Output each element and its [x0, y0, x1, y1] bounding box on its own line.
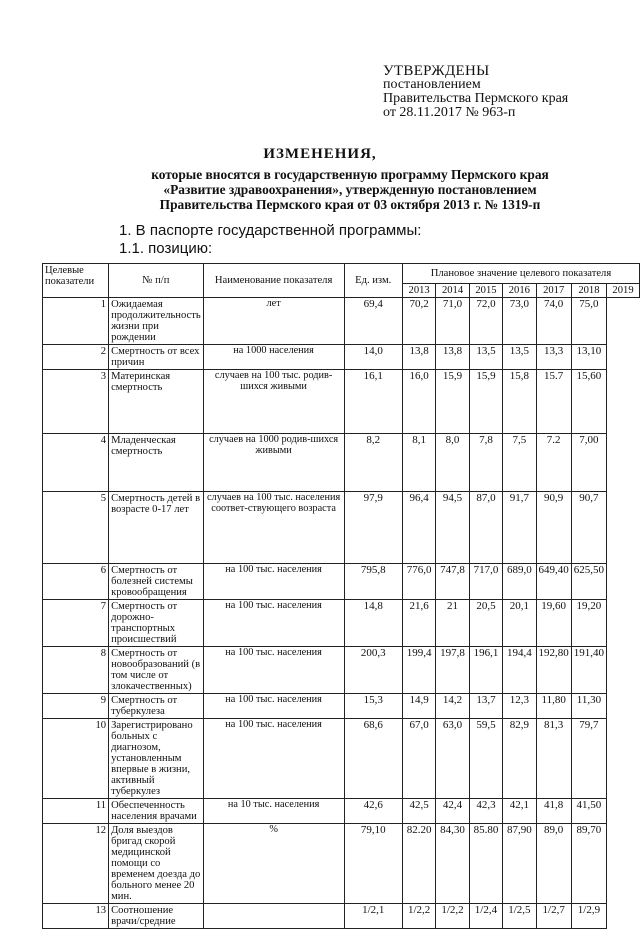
row-number: 13 [43, 904, 109, 929]
row-number: 10 [43, 719, 109, 799]
row-number: 4 [43, 434, 109, 492]
indicator-unit: % [203, 824, 344, 904]
target-indicators-header: Целевые показатели [43, 264, 109, 298]
approval-line-4: от 28.11.2017 № 963-п [383, 105, 516, 120]
indicator-unit: на 100 тыс. населения [203, 694, 344, 719]
plan-value: 20,1 [503, 600, 536, 647]
plan-value: 15,9 [469, 370, 502, 434]
plan-value: 625,50 [571, 564, 606, 600]
indicator-name: Ожидаемая продолжительность жизни при рождении [109, 298, 204, 345]
table-row [43, 370, 640, 434]
plan-value: 13,5 [503, 345, 536, 370]
plan-value: 21,6 [402, 600, 435, 647]
plan-value: 1/2,9 [571, 904, 606, 929]
row-number: 3 [43, 370, 109, 434]
plan-value: 94,5 [436, 492, 469, 564]
unit-header: Ед. изм. [344, 264, 402, 298]
plan-value: 717,0 [469, 564, 502, 600]
table-row [43, 600, 640, 647]
plan-value: 1/2,5 [503, 904, 536, 929]
plan-value: 42,1 [503, 799, 536, 824]
plan-value: 41,8 [536, 799, 571, 824]
plan-value: 21 [436, 600, 469, 647]
plan-value: 59,5 [469, 719, 502, 799]
table-row [43, 799, 640, 824]
plan-value: 11,80 [536, 694, 571, 719]
plan-value: 7,8 [469, 434, 502, 492]
plan-value-header: Плановое значение целевого показателя [402, 264, 639, 284]
indicator-unit: на 10 тыс. населения [203, 799, 344, 824]
plan-value: 15,8 [503, 370, 536, 434]
section-1-1-heading: 1.1. позицию: [119, 240, 213, 257]
plan-value: 20,5 [469, 600, 502, 647]
plan-value: 15,3 [344, 694, 402, 719]
table-row [43, 647, 640, 694]
indicator-name: Соотношение врачи/средние [109, 904, 204, 929]
plan-value: 15.7 [536, 370, 571, 434]
plan-value: 68,6 [344, 719, 402, 799]
plan-value: 1/2,2 [436, 904, 469, 929]
indicator-unit: случаев на 100 тыс. населения соответ-ствующего возраста [203, 492, 344, 564]
plan-value: 42,3 [469, 799, 502, 824]
row-number: 9 [43, 694, 109, 719]
plan-value: 649,40 [536, 564, 571, 600]
row-number-header: № п/п [109, 264, 204, 298]
plan-value: 91,7 [503, 492, 536, 564]
indicator-unit: лет [203, 298, 344, 345]
plan-value: 41,50 [571, 799, 606, 824]
subtitle-line-3: Правительства Пермского края от 03 октября 2013 г. № 1319-п [159, 197, 541, 212]
row-number: 11 [43, 799, 109, 824]
plan-value: 8,0 [436, 434, 469, 492]
table-row [43, 564, 640, 600]
indicator-unit: на 100 тыс. населения [203, 719, 344, 799]
row-number: 2 [43, 345, 109, 370]
row-number: 1 [43, 298, 109, 345]
plan-value: 42,6 [344, 799, 402, 824]
indicator-name: Обеспеченность населения врачами [109, 799, 204, 824]
table-row [43, 694, 640, 719]
plan-value: 82.20 [402, 824, 435, 904]
row-number: 6 [43, 564, 109, 600]
plan-value: 19,20 [571, 600, 606, 647]
table-row [43, 298, 640, 345]
indicator-unit [203, 904, 344, 929]
plan-value: 13,8 [402, 345, 435, 370]
plan-value: 7.2 [536, 434, 571, 492]
indicator-name-header: Наименование показателя [203, 264, 344, 298]
table-row [43, 719, 640, 799]
indicator-unit: случаев на 100 тыс. родив-шихся живыми [203, 370, 344, 434]
plan-value: 197,8 [436, 647, 469, 694]
indicator-name: Смертность от всех причин [109, 345, 204, 370]
approval-line-3: Правительства Пермского края [383, 91, 569, 106]
plan-value: 79,7 [571, 719, 606, 799]
approval-line-2: постановлением [383, 77, 481, 92]
plan-value: 1/2,1 [344, 904, 402, 929]
indicator-name: Смертность от дорожно-транспортных происшествий [109, 600, 204, 647]
indicator-unit: на 100 тыс. населения [203, 600, 344, 647]
table-row [43, 904, 640, 929]
plan-value: 90,7 [571, 492, 606, 564]
indicator-name: Смертность детей в возрасте 0-17 лет [109, 492, 204, 564]
plan-value: 8,1 [402, 434, 435, 492]
year-header: 2014 [436, 284, 469, 298]
plan-value: 96,4 [402, 492, 435, 564]
plan-value: 42,5 [402, 799, 435, 824]
indicator-unit: случаев на 1000 родив-шихся живыми [203, 434, 344, 492]
table-row [43, 492, 640, 564]
year-header: 2015 [469, 284, 502, 298]
table-row [43, 345, 640, 370]
indicator-name: Материнская смертность [109, 370, 204, 434]
plan-value: 82,9 [503, 719, 536, 799]
indicator-name: Смертность от новообразований (в том числе от злокачественных) [109, 647, 204, 694]
plan-value: 14,9 [402, 694, 435, 719]
plan-value: 13,10 [571, 345, 606, 370]
plan-value: 196,1 [469, 647, 502, 694]
plan-value: 85.80 [469, 824, 502, 904]
indicator-unit: на 100 тыс. населения [203, 564, 344, 600]
year-header: 2019 [607, 284, 640, 298]
year-header: 2018 [571, 284, 606, 298]
plan-value: 69,4 [344, 298, 402, 345]
document-subtitle [80, 167, 620, 212]
plan-value: 79,10 [344, 824, 402, 904]
year-header: 2017 [536, 284, 571, 298]
plan-value: 7,00 [571, 434, 606, 492]
plan-value: 689,0 [503, 564, 536, 600]
indicator-unit: на 1000 населения [203, 345, 344, 370]
table-row [43, 434, 640, 492]
plan-value: 13,5 [469, 345, 502, 370]
plan-value: 70,2 [402, 298, 435, 345]
plan-value: 16,1 [344, 370, 402, 434]
plan-value: 90,9 [536, 492, 571, 564]
indicator-name: Смертность от болезней системы кровообращения [109, 564, 204, 600]
section-1-heading: 1. В паспорте государственной программы: [119, 222, 422, 239]
plan-value: 87,0 [469, 492, 502, 564]
plan-value: 84,30 [436, 824, 469, 904]
plan-value: 1/2,7 [536, 904, 571, 929]
plan-value: 200,3 [344, 647, 402, 694]
indicator-name: Зарегистрировано больных с диагнозом, установленным впервые в жизни, активный туберкулез [109, 719, 204, 799]
plan-value: 194,4 [503, 647, 536, 694]
row-number: 12 [43, 824, 109, 904]
plan-value: 199,4 [402, 647, 435, 694]
plan-value: 89,0 [536, 824, 571, 904]
plan-value: 74,0 [536, 298, 571, 345]
plan-value: 14,0 [344, 345, 402, 370]
indicator-name: Младенческая смертность [109, 434, 204, 492]
plan-value: 67,0 [402, 719, 435, 799]
plan-value: 14,8 [344, 600, 402, 647]
plan-value: 191,40 [571, 647, 606, 694]
year-header: 2013 [402, 284, 435, 298]
plan-value: 1/2,2 [402, 904, 435, 929]
row-number: 7 [43, 600, 109, 647]
plan-value: 71,0 [436, 298, 469, 345]
indicators-table [42, 263, 640, 929]
plan-value: 8,2 [344, 434, 402, 492]
plan-value: 73,0 [503, 298, 536, 345]
plan-value: 63,0 [436, 719, 469, 799]
plan-value: 1/2,4 [469, 904, 502, 929]
plan-value: 81,3 [536, 719, 571, 799]
year-header: 2016 [503, 284, 536, 298]
plan-value: 42,4 [436, 799, 469, 824]
plan-value: 16,0 [402, 370, 435, 434]
plan-value: 13,8 [436, 345, 469, 370]
subtitle-line-2: «Развитие здравоохранения», утвержденную постановлением [163, 182, 537, 197]
plan-value: 7,5 [503, 434, 536, 492]
indicator-name: Доля выездов бригад скорой медицинской помощи со временем доезда до больного менее 20 мин. [109, 824, 204, 904]
plan-value: 14,2 [436, 694, 469, 719]
document-title: ИЗМЕНЕНИЯ, [263, 146, 377, 162]
plan-value: 75,0 [571, 298, 606, 345]
row-number: 8 [43, 647, 109, 694]
plan-value: 13,7 [469, 694, 502, 719]
plan-value: 795,8 [344, 564, 402, 600]
plan-value: 89,70 [571, 824, 606, 904]
plan-value: 12,3 [503, 694, 536, 719]
indicator-unit: на 100 тыс. населения [203, 647, 344, 694]
approval-block [383, 64, 568, 120]
plan-value: 15,9 [436, 370, 469, 434]
plan-value: 192,80 [536, 647, 571, 694]
plan-value: 13,3 [536, 345, 571, 370]
plan-value: 97,9 [344, 492, 402, 564]
plan-value: 776,0 [402, 564, 435, 600]
approval-line-1: УТВЕРЖДЕНЫ [383, 63, 490, 79]
subtitle-line-1: которые вносятся в государственную программу Пермского края [151, 167, 549, 182]
row-number: 5 [43, 492, 109, 564]
plan-value: 87,90 [503, 824, 536, 904]
plan-value: 11,30 [571, 694, 606, 719]
plan-value: 19,60 [536, 600, 571, 647]
plan-value: 72,0 [469, 298, 502, 345]
table-row [43, 824, 640, 904]
indicator-name: Смертность от туберкулеза [109, 694, 204, 719]
plan-value: 747,8 [436, 564, 469, 600]
plan-value: 15,60 [571, 370, 606, 434]
